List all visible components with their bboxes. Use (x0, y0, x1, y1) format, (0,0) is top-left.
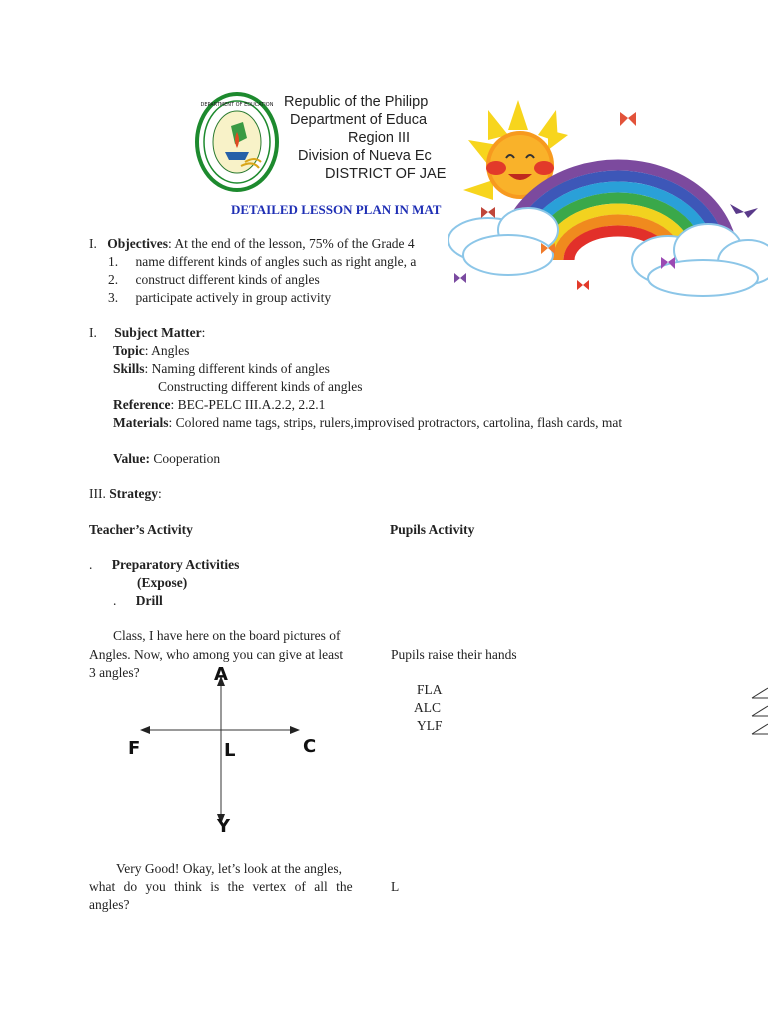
sun-rainbow-clipart (448, 90, 768, 300)
angle-diagram (120, 664, 330, 844)
skills-line-2: Constructing different kinds of angles (158, 379, 363, 394)
pupil-response-1: Pupils raise their hands (391, 647, 517, 662)
objective-item: 3. participate actively in group activity (108, 290, 332, 305)
answer-item: FLA (417, 682, 443, 697)
header-line-2: Department of Educa (290, 112, 428, 128)
objective-item: 1. name different kinds of angles such as right angle, a (108, 254, 417, 269)
value-line: Value: Cooperation (113, 451, 221, 466)
subject-matter-heading: I. Subject Matter: (89, 325, 206, 340)
point-y-label: Y (217, 816, 231, 837)
strategy-heading: III. Strategy: (89, 486, 162, 501)
point-c-label: C (303, 736, 317, 757)
point-f-label: F (128, 738, 141, 759)
pupil-response-2: L (391, 879, 400, 894)
preparatory-heading: . Preparatory Activities (89, 557, 240, 572)
teacher-question-2-line-3: angles? (89, 897, 130, 912)
objective-item: 2. construct different kinds of angles (108, 272, 320, 287)
header-line-5: DISTRICT OF JAE (325, 166, 447, 182)
objectives-heading: I. Objectives: At the end of the lesson, 75% of the Grade 4 (89, 236, 415, 251)
drill-heading: . Drill (113, 593, 163, 608)
document-title: DETAILED LESSON PLAN IN MAT (231, 202, 442, 217)
deped-seal-logo (195, 92, 279, 192)
materials-line: Materials: Colored name tags, strips, rulers,improvised protractors, cartolina, flash cards, mat (113, 415, 623, 430)
topic-line: Topic: Angles (113, 343, 190, 358)
point-l-label: L (224, 740, 236, 761)
pupils-activity-header: Pupils Activity (390, 522, 475, 537)
teacher-question-1-line-3: 3 angles? (89, 665, 140, 680)
teacher-question-2-line-2: what do you think is the vertex of all the (89, 879, 353, 894)
reference-line: Reference: BEC-PELC III.A.2.2, 2.2.1 (113, 397, 326, 412)
header-line-3: Region III (348, 130, 411, 146)
header-line-4: Division of Nueva Ec (298, 148, 432, 164)
expose-label: (Expose) (137, 575, 188, 590)
point-a-label: A (214, 664, 228, 685)
svg-text:DEPARTMENT OF EDUCATION: DEPARTMENT OF EDUCATION (200, 102, 274, 108)
teacher-question-2-line-1: Very Good! Okay, let’s look at the angles, (116, 861, 342, 876)
answer-item: YLF (417, 718, 443, 733)
teacher-question-1-line-2: Angles. Now, who among you can give at least (89, 647, 344, 662)
skills-line: Skills: Naming different kinds of angles (113, 361, 330, 376)
teacher-activity-header: Teacher’s Activity (89, 522, 193, 537)
angle-sketch-icon (748, 684, 768, 740)
teacher-question-1-line-1: Class, I have here on the board pictures of (113, 628, 341, 643)
header-line-1: Republic of the Philipp (284, 94, 429, 110)
answer-item: ALC (414, 700, 441, 715)
